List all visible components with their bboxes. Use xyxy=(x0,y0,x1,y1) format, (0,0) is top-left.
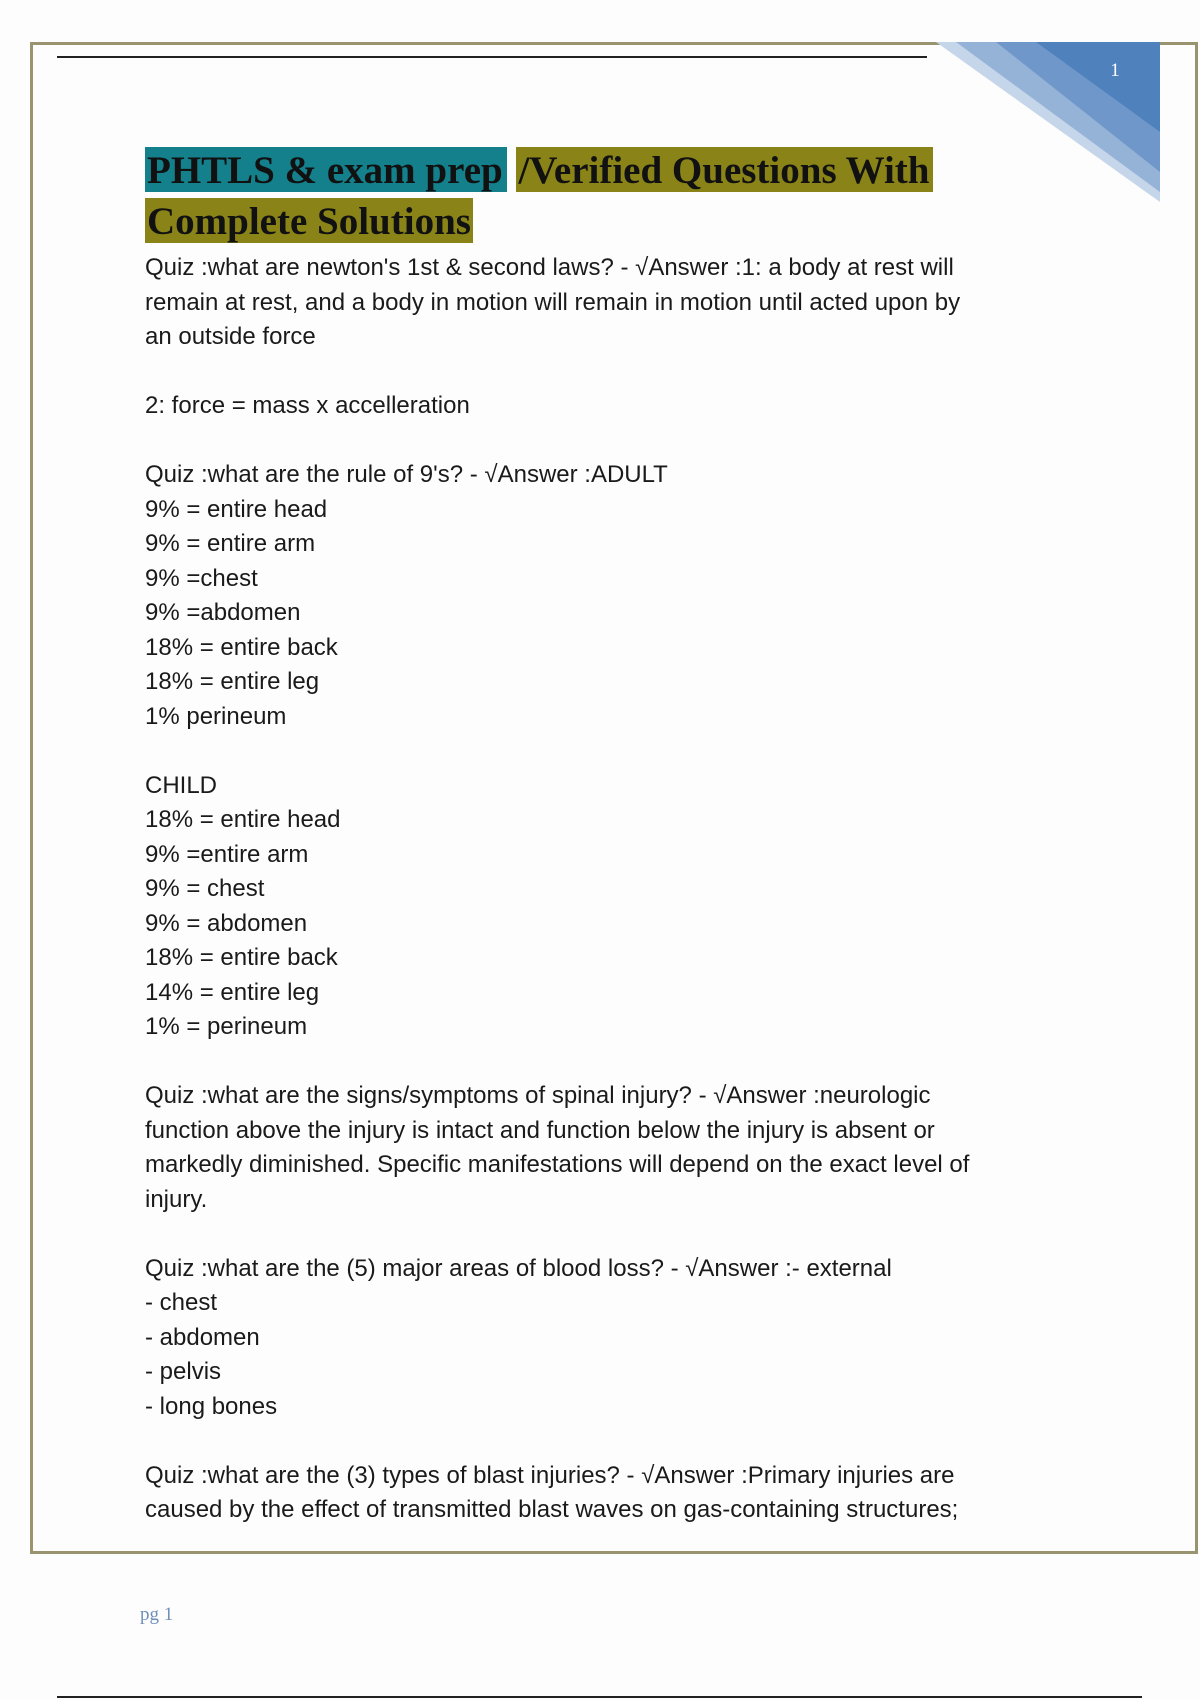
text-line: an outside force xyxy=(145,323,316,350)
text-line: 18% = entire back xyxy=(145,944,338,971)
text-line: Quiz :what are the signs/symptoms of spinal injury? - √Answer :neurologic xyxy=(145,1082,931,1109)
text-line: 9% =abdomen xyxy=(145,599,301,626)
title-part-2: /Verified Questions With xyxy=(516,147,933,192)
text-line: 2: force = mass x accelleration xyxy=(145,392,470,419)
text-line: 9% = entire head xyxy=(145,495,328,523)
footer-page-label: pg 1 xyxy=(140,1604,174,1625)
text-line: CHILD xyxy=(145,771,218,799)
text-line: 1% = perineum xyxy=(145,1013,308,1040)
text-line: 9% =chest xyxy=(145,564,258,592)
text-line: - pelvis xyxy=(145,1358,222,1385)
text-line: function above the injury is intact and function below the injury is absent or xyxy=(145,1116,935,1144)
text-line: Quiz :what are the (3) types of blast injuries? - √Answer :Primary injuries are xyxy=(145,1461,955,1489)
text-line: 18% = entire back xyxy=(145,633,338,661)
document-body xyxy=(145,145,1045,1528)
text-line: Quiz :what are the (5) major areas of blood loss? - √Answer :- external xyxy=(145,1254,892,1282)
footer-rule xyxy=(57,1696,1142,1698)
blank-line xyxy=(145,424,1045,459)
text-line: caused by the effect of transmitted blast waves on gas-containing structures; xyxy=(145,1496,959,1523)
text-line: - abdomen xyxy=(145,1323,260,1351)
title-part-3: Complete Solutions xyxy=(147,200,471,243)
text-line: 9% =entire arm xyxy=(145,840,309,868)
text-line: injury. xyxy=(145,1185,208,1213)
text-line: markedly diminished. Specific manifestations will depend on the exact level of xyxy=(145,1151,970,1178)
text-lines xyxy=(145,251,1045,1528)
text-line: Quiz :what are newton's 1st & second laws? - √Answer :1: a body at rest will xyxy=(145,254,954,281)
blank-line xyxy=(145,355,1045,390)
text-line: 1% perineum xyxy=(145,702,287,730)
text-line: - long bones xyxy=(145,1392,278,1420)
text-line: 9% = chest xyxy=(145,875,265,902)
text-line: 9% = abdomen xyxy=(145,909,308,937)
blank-line xyxy=(145,734,1045,769)
document-title xyxy=(145,145,1045,247)
title-part-1: PHTLS & exam prep xyxy=(145,147,507,192)
blank-line xyxy=(145,1217,1045,1252)
header-rule xyxy=(57,56,927,58)
text-line: remain at rest, and a body in motion will remain in motion until acted upon by xyxy=(145,288,961,316)
text-line: 18% = entire leg xyxy=(145,668,320,695)
text-line: Quiz :what are the rule of 9's? - √Answer :ADULT xyxy=(145,461,668,488)
blank-line xyxy=(145,1045,1045,1080)
text-line: 14% = entire leg xyxy=(145,978,320,1006)
blank-line xyxy=(145,1424,1045,1459)
page-number: 1 xyxy=(1110,60,1120,81)
text-line: 9% = entire arm xyxy=(145,530,316,557)
text-line: - chest xyxy=(145,1289,218,1316)
text-line: 18% = entire head xyxy=(145,806,341,833)
